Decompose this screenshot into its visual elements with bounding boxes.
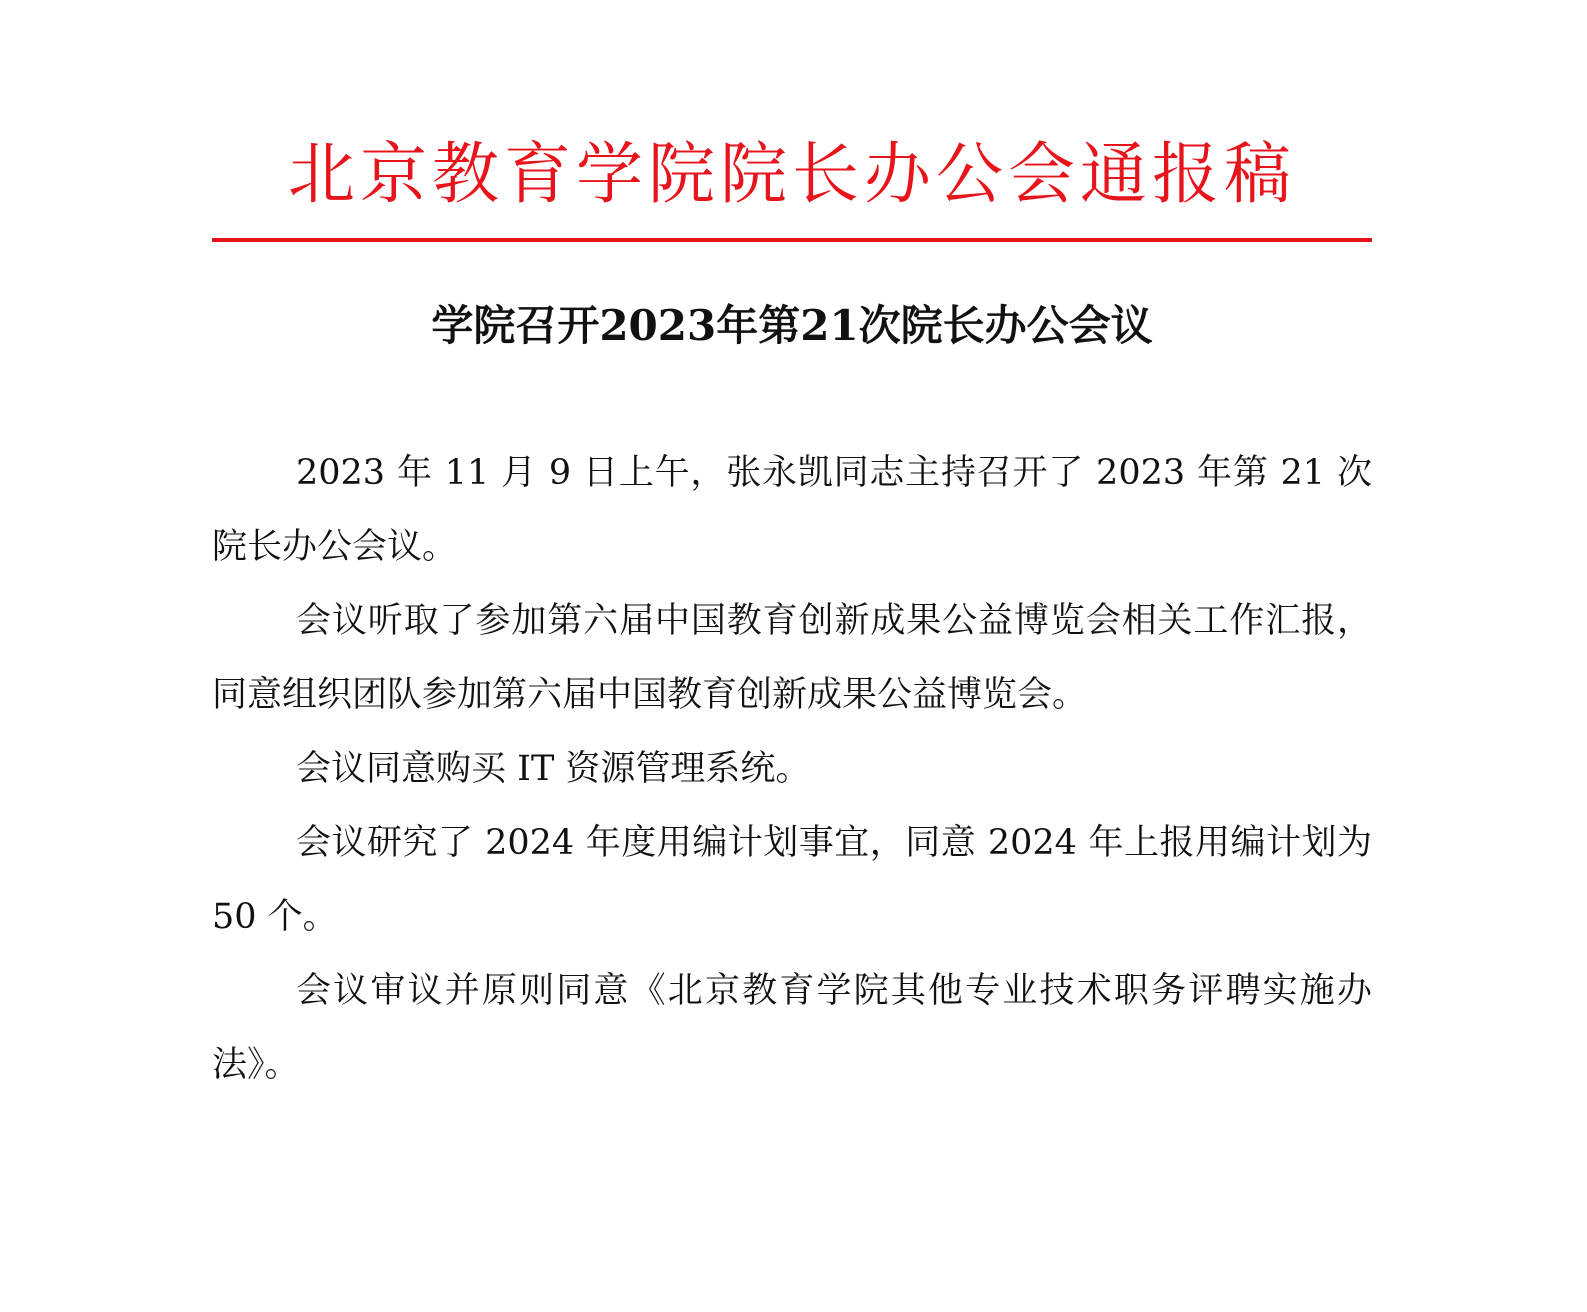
paragraph-staffing-plan: 会议研究了 2024 年度用编计划事宜，同意 2024 年上报用编计划为 50 个。 xyxy=(212,823,1372,937)
paragraph-evaluation-rules: 会议审议并原则同意《北京教育学院其他专业技术职务评聘实施办法》。 xyxy=(212,971,1372,1085)
document-title: 学院召开2023年第21次院长办公会议 xyxy=(431,301,1153,350)
paragraph-expo-report: 会议听取了参加第六届中国教育创新成果公益博览会相关工作汇报，同意组织团队参加第六届中国教育创新成果公益博览会。 xyxy=(212,601,1372,715)
paragraph-meeting-intro: 2023 年 11 月 9 日上午，张永凯同志主持召开了 2023 年第 21 次院长办公会议。 xyxy=(212,453,1372,567)
masthead-title: 北京教育学院院长办公会通报稿 xyxy=(288,135,1296,213)
paragraph-it-system: 会议同意购买 IT 资源管理系统。 xyxy=(296,749,811,789)
document-body xyxy=(212,436,1372,1102)
masthead-red-divider xyxy=(212,238,1372,242)
